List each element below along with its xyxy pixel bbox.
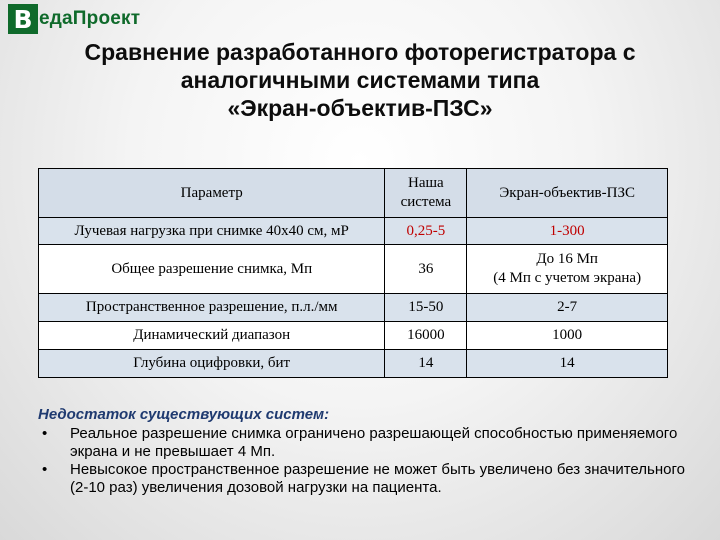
table-row <box>39 218 668 245</box>
header-parameter: Параметр <box>39 169 385 218</box>
cell-our-system: 36 <box>385 245 467 294</box>
cell-line: До 16 Мп <box>536 251 598 267</box>
drawbacks-title: Недостаток существующих систем: <box>38 406 330 423</box>
cell-parameter: Общее разрешение снимка, Мп <box>39 245 385 294</box>
comparison-table <box>38 168 668 378</box>
cell-our-system: 14 <box>385 350 467 378</box>
header-line: Наша <box>408 175 444 191</box>
bullet-icon: • <box>42 425 48 442</box>
header-our-system <box>385 169 467 218</box>
logo-text: едаПроект <box>39 8 141 29</box>
list-item <box>38 461 698 497</box>
header-screen-lens-ccd: Экран-объектив-ПЗС <box>467 169 668 218</box>
title-line: аналогичными системами типа <box>180 67 540 93</box>
table-row <box>39 350 668 378</box>
cell-parameter: Динамический диапазон <box>39 322 385 350</box>
cell-other-system: 14 <box>467 350 668 378</box>
cell-parameter: Глубина оцифровки, бит <box>39 350 385 378</box>
table-row <box>39 245 668 294</box>
cell-line: (4 Мп с учетом экрана) <box>493 270 642 286</box>
cell-our-system: 15-50 <box>385 294 467 322</box>
logo <box>8 4 140 34</box>
header-line: система <box>400 194 452 210</box>
title-line: Сравнение разработанного фоторегистратора с <box>84 39 636 65</box>
list-item <box>38 425 698 461</box>
bullet-icon: • <box>42 461 48 478</box>
drawbacks-section <box>38 406 698 497</box>
title-line: «Экран-объектив-ПЗС» <box>227 95 493 121</box>
table-row <box>39 294 668 322</box>
cell-other-system <box>467 245 668 294</box>
cell-parameter: Пространственное разрешение, п.л./мм <box>39 294 385 322</box>
cell-other-system: 2-7 <box>467 294 668 322</box>
cell-other-system: 1000 <box>467 322 668 350</box>
list-item-text: Невысокое пространственное разрешение не может быть увеличено без значительного (2-10 раз) увеличения дозовой нагрузки на пациента. <box>70 461 685 496</box>
cell-our-system: 16000 <box>385 322 467 350</box>
slide-title <box>10 38 710 122</box>
table-row <box>39 322 668 350</box>
cell-other-system: 1-300 <box>467 218 668 245</box>
cell-our-system: 0,25-5 <box>385 218 467 245</box>
cell-parameter: Лучевая нагрузка при снимке 40х40 см, мР <box>39 218 385 245</box>
table-header-row <box>39 169 668 218</box>
list-item-text: Реальное разрешение снимка ограничено разрешающей способностью применяемого экрана и не превышает 4 Мп. <box>70 425 678 460</box>
drawbacks-list <box>38 425 698 497</box>
logo-mark: В <box>8 4 38 34</box>
